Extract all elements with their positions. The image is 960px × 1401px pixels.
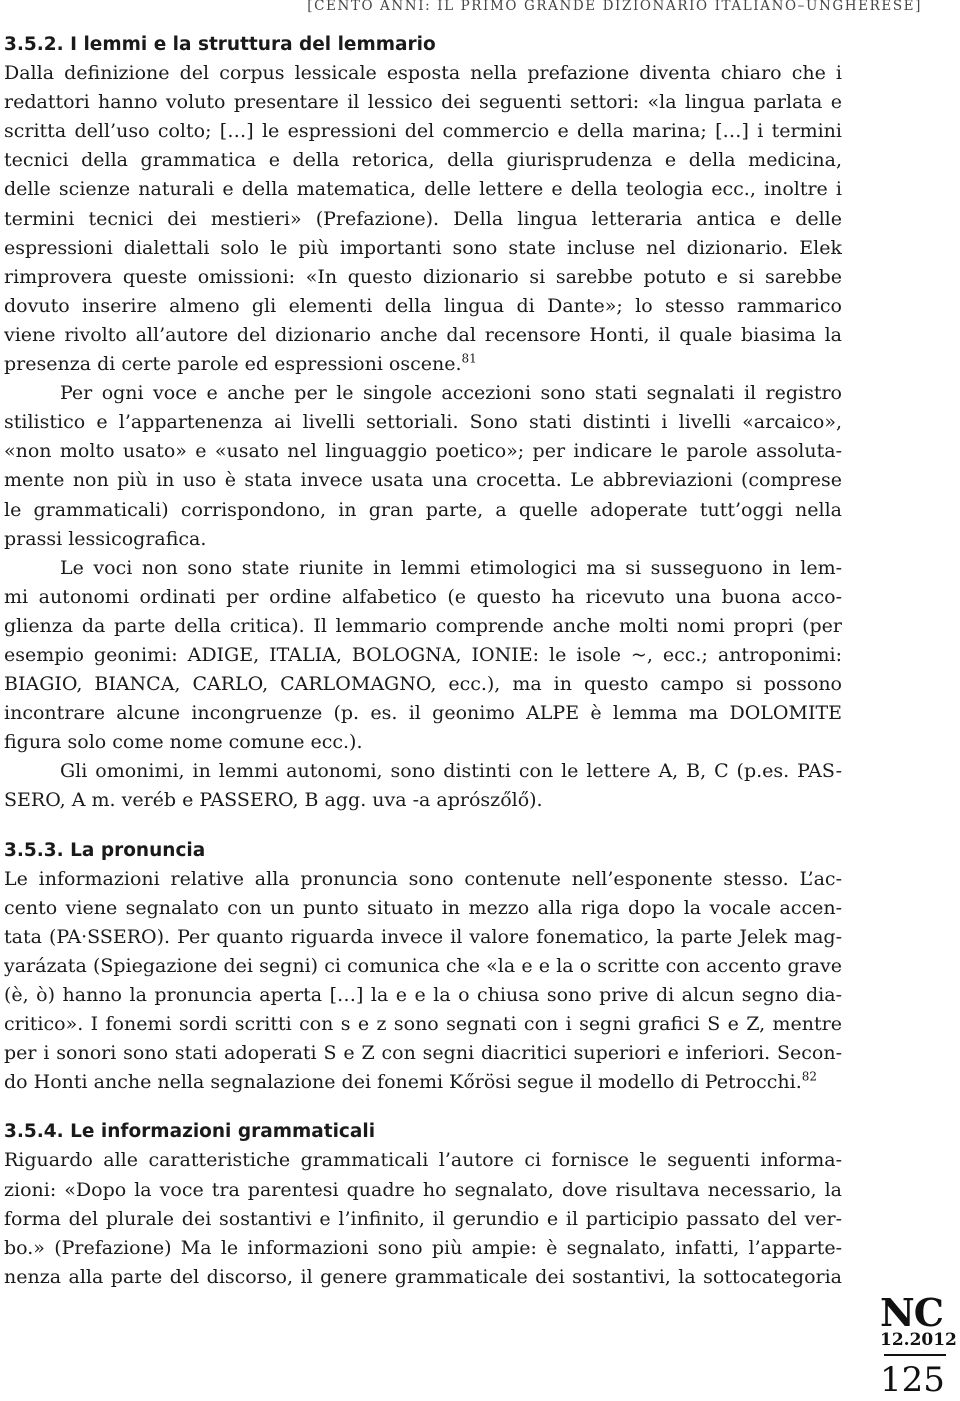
line-text: zioni: «Dopo la voce tra parentesi quadre ho segnalato, dove risultava necessario, la xyxy=(4,1178,842,1201)
text-line xyxy=(4,865,842,894)
text-line xyxy=(4,641,842,670)
text-line xyxy=(4,1068,842,1097)
text-line xyxy=(4,728,842,757)
text-line xyxy=(4,699,842,728)
line-text: BIAGIO, BIANCA, CARLO, CARLOMAGNO, ecc.), ma in questo campo si possono xyxy=(4,673,842,696)
text-line xyxy=(4,1039,842,1068)
line-text: forma del plurale dei sostantivi e l’infinito, il gerundio e il participio passato del ver- xyxy=(4,1207,842,1230)
text-line xyxy=(4,583,842,612)
line-text: le grammaticali) corrispondono, in gran parte, a quelle adoperate tutt’oggi nella xyxy=(4,498,842,521)
line-text: bo.» (Prefazione) Ma le informazioni sono più ampie: è segnalato, infatti, l’apparte- xyxy=(4,1236,842,1259)
footnote-ref[interactable]: 81 xyxy=(461,351,477,366)
section-heading: 3.5.3. La pronuncia xyxy=(4,839,206,861)
text-line xyxy=(4,554,842,583)
text-line xyxy=(4,612,842,641)
line-text: (è, ò) hanno la pronuncia aperta […] la e e la o chiusa sono prive di alcun segno dia- xyxy=(4,984,842,1006)
journal-logo: NC xyxy=(880,1290,943,1335)
line-text: figura solo come nome comune ecc.). xyxy=(4,731,363,754)
text-line xyxy=(4,1146,842,1175)
text-line xyxy=(4,786,842,815)
footnote-ref[interactable]: 82 xyxy=(801,1069,818,1084)
line-text: presenza di certe parole ed espressioni oscene. xyxy=(4,353,462,376)
text-line xyxy=(4,923,842,952)
section-gap xyxy=(4,816,842,836)
text-line xyxy=(4,379,842,408)
line-text: Le voci non sono state riunite in lemmi etimologici ma si susseguono in lem- xyxy=(60,556,842,579)
line-text: viene rivolto all’autore del dizionario anche dal recensore Honti, il quale biasima la xyxy=(4,323,842,346)
text-line xyxy=(4,670,842,699)
text-line xyxy=(4,466,842,495)
text-line xyxy=(4,1263,842,1292)
line-text: dovuto inserire almeno gli elementi della lingua di Dante»; lo stesso rammarico xyxy=(4,294,842,317)
line-text: esempio geonimi: ADIGE, ITALIA, BOLOGNA, IONIE: le isole ~, ecc.; antroponimi: xyxy=(4,643,842,666)
text-line xyxy=(4,437,842,466)
line-text: incontrare alcune incongruenze (p. es. il geonimo ALPE è lemma ma DOLOMITE xyxy=(4,702,842,725)
text-line xyxy=(4,292,842,321)
line-text: mente non più in uso è stata invece usata una crocetta. Le abbreviazioni (comprese xyxy=(4,469,842,492)
text-line xyxy=(4,59,842,88)
line-text: tata (PA·SSERO). Per quanto riguarda invece il valore fonematico, la parte Jelek mag- xyxy=(4,925,842,948)
section-heading: 3.5.4. Le informazioni grammaticali xyxy=(4,1121,376,1143)
text-line xyxy=(4,1234,842,1263)
text-line xyxy=(4,525,842,554)
line-text: mi autonomi ordinati per ordine alfabetico (e questo ha ricevuto una buona acco- xyxy=(4,585,842,608)
line-text: per i sonori sono stati adoperati S e Z con segni diacritici superiori e inferiori. Secon- xyxy=(4,1042,842,1065)
text-line xyxy=(4,1205,842,1234)
running-head: [CENTO ANNI: IL PRIMO GRANDE DIZIONARIO ITALIANO–UNGHERESE] xyxy=(307,0,922,14)
line-text: cento viene segnalato con un punto situato in mezzo alla riga dopo la vocale accen- xyxy=(4,896,842,919)
line-text: Riguardo alle caratteristiche grammaticali l’autore ci fornisce le seguenti informa- xyxy=(4,1149,842,1172)
line-text: espressioni dialettali solo le più importanti sono state incluse nel dizionario. Elek xyxy=(4,236,842,259)
text-line xyxy=(4,205,842,234)
line-text: tecnici della grammatica e della retorica, della giurisprudenza e della medicina, xyxy=(4,149,842,172)
text-line xyxy=(4,263,842,292)
page-number: 125 xyxy=(880,1360,945,1400)
line-text: SERO, A m. veréb e PASSERO, B agg. uva -a aprószőlő). xyxy=(4,789,543,812)
article-body xyxy=(4,30,842,1292)
line-text: prassi lessicografica. xyxy=(4,527,207,550)
section-gap xyxy=(4,1097,842,1117)
line-text: stilistico e l’appartenenza ai livelli settoriali. Sono stati distinti i livelli «arcaico», xyxy=(4,411,842,434)
line-text: do Honti anche nella segnalazione dei fonemi Kőrösi segue il modello di Petrocchi. xyxy=(4,1071,802,1094)
line-text: rimprovera queste omissioni: «In questo dizionario si sarebbe potuto e si sarebbe xyxy=(4,265,842,288)
text-line xyxy=(4,350,842,379)
line-text: Le informazioni relative alla pronuncia sono contenute nell’esponente stesso. L’ac- xyxy=(4,867,842,890)
line-text: critico». I fonemi sordi scritti con s e z sono segnati con i segni grafici S e Z, mentre xyxy=(4,1013,842,1036)
text-line xyxy=(4,496,842,525)
line-text: Dalla definizione del corpus lessicale esposta nella prefazione diventa chiaro che i xyxy=(4,62,842,85)
line-text: termini tecnici dei mestieri» (Prefazione). Della lingua letteraria antica e delle xyxy=(4,207,842,230)
line-text: Per ogni voce e anche per le singole accezioni sono stati segnalati il registro xyxy=(60,382,842,405)
issue-label: 12.2012 xyxy=(880,1330,957,1350)
text-line xyxy=(4,1010,842,1039)
line-text: yarázata (Spiegazione dei segni) ci comunica che «la e e la o scritte con accento grave xyxy=(4,954,842,977)
line-text: delle scienze naturali e della matematica, delle lettere e della teologia ecc., inoltre i xyxy=(4,178,842,201)
text-line xyxy=(4,175,842,204)
text-line xyxy=(4,894,842,923)
line-text: «non molto usato» e «usato nel linguaggio poetico»; per indicare le parole assoluta- xyxy=(4,440,842,463)
section-heading: 3.5.2. I lemmi e la struttura del lemmario xyxy=(4,34,436,55)
text-line xyxy=(4,757,842,786)
line-text: glienza da parte della critica). Il lemmario comprende anche molti nomi propri (per xyxy=(4,614,842,637)
text-line xyxy=(4,146,842,175)
text-line xyxy=(4,117,842,146)
line-text: scritta dell’uso colto; […] le espressioni del commercio e della marina; […] i termini xyxy=(4,120,842,143)
line-text: nenza alla parte del discorso, il genere grammaticale dei sostantivi, la sottocategoria xyxy=(4,1265,842,1288)
text-line xyxy=(4,408,842,437)
text-line xyxy=(4,952,842,981)
line-text: redattori hanno voluto presentare il lessico dei seguenti settori: «la lingua parlata e xyxy=(4,91,842,114)
text-line xyxy=(4,234,842,263)
text-line xyxy=(4,1176,842,1205)
footer-divider xyxy=(884,1354,946,1356)
line-text: Gli omonimi, in lemmi autonomi, sono distinti con le lettere A, B, C (p.es. PAS- xyxy=(60,760,842,783)
text-line xyxy=(4,88,842,117)
text-line xyxy=(4,321,842,350)
text-line xyxy=(4,981,842,1010)
